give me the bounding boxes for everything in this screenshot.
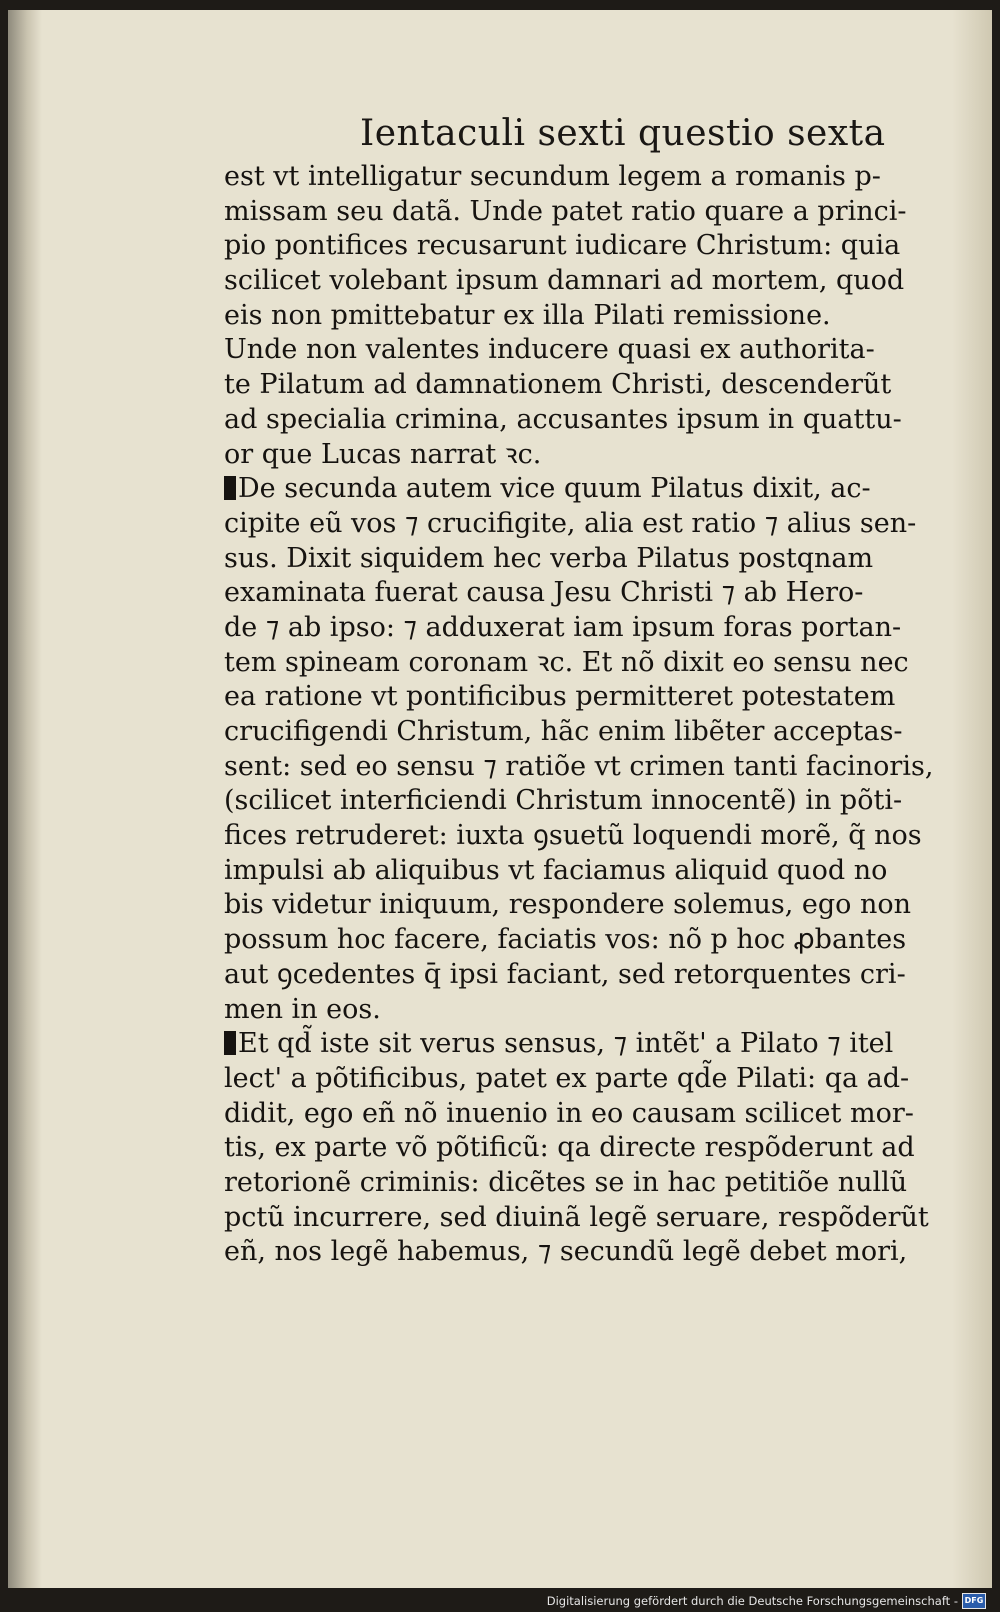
running-header: Ientaculi sexti questio sexta [360,113,886,154]
text-line: impulsi ab aliquibus vt faciamus aliquid quod no [224,854,888,886]
text-line: de ⁊ ab ipso: ⁊ adduxerat iam ipsum foras portan- [224,611,902,643]
text-line: scilicet volebant ipsum damnari ad mortem, quod [224,265,905,297]
text-line: ea ratione vt pontificibus permitteret potestatem [224,681,896,713]
dfg-logo-icon: DFG [962,1593,986,1609]
digitization-credit [547,1592,986,1610]
text-line: Unde non valentes inducere quasi ex authorita- [224,334,875,366]
text-line: lect' a põtificibus, patet ex parte qd̃e Pilati: qa ad- [224,1062,910,1094]
credit-text: Digitalisierung gefördert durch die Deutsche Forschungsgemeinschaft - [546,1594,958,1608]
page-gutter-shadow [8,10,42,1588]
text-line: bis videtur iniquum, respondere solemus, ego non [224,889,911,921]
text-line: eis non pmittebatur ex illa Pilati remissione. [224,299,831,331]
text-line: tem spineam coronam ꝛc. Et nõ dixit eo sensu nec [224,646,909,678]
text-line: te Pilatum ad damnationem Christi, descenderũt [224,369,892,401]
text-line: ad specialia crimina, accusantes ipsum in quattu- [224,403,902,435]
text-line: pctũ incurrere, sed diuinã legẽ seruare, respõderũt [224,1201,929,1233]
text-line: retorionẽ criminis: dicẽtes se in hac petitiõe nullũ [224,1166,908,1198]
text-line: sent: sed eo sensu ⁊ ratiõe vt crimen tanti facinoris, [224,750,934,782]
page-body-text [224,160,944,1270]
text-line: fices retruderet: iuxta ꝯsuetũ loquendi morẽ, q̃ nos [224,820,922,852]
text-line: men in eos. [224,993,381,1025]
text-line: didit, ego eñ nõ inuenio in eo causam scilicet mor- [224,1097,914,1129]
text-line: possum hoc facere, faciatis vos: nõ p hoc ꝓbantes [224,924,907,956]
text-line: or que Lucas narrat ꝛc. [224,438,542,470]
text-line: examinata fuerat causa Jesu Christi ⁊ ab Hero- [224,577,864,609]
text-line: tis, ex parte võ põtificũ: qa directe respõderunt ad [224,1132,915,1164]
text-line: De secunda autem vice quum Pilatus dixit, ac- [224,472,944,507]
page-edge-shadow [952,10,992,1588]
text-line: pio pontifices recusarunt iudicare Christum: quia [224,230,901,262]
text-line: cipite eũ vos ⁊ crucifigite, alia est ratio ⁊ alius sen- [224,507,917,539]
text-line: eñ, nos legẽ habemus, ⁊ secundũ legẽ debet mori, [224,1236,908,1268]
text-line: Et qd̃ iste sit verus sensus, ⁊ intẽt' a Pilato ⁊ itel [224,1027,944,1062]
text-line: crucifigendi Christum, hãc enim libẽter acceptas- [224,716,903,747]
text-line: aut ꝯcedentes q̄ ipsi faciant, sed retorquentes cri- [224,958,906,990]
text-line: missam seu datã. Unde patet ratio quare a princi- [224,195,907,227]
text-line: (scilicet interficiendi Christum innocentẽ) in põti- [224,785,903,817]
text-line: est vt intelligatur secundum legem a romanis p- [224,161,881,192]
text-line: sus. Dixit siquidem hec verba Pilatus postqnam [224,542,874,574]
